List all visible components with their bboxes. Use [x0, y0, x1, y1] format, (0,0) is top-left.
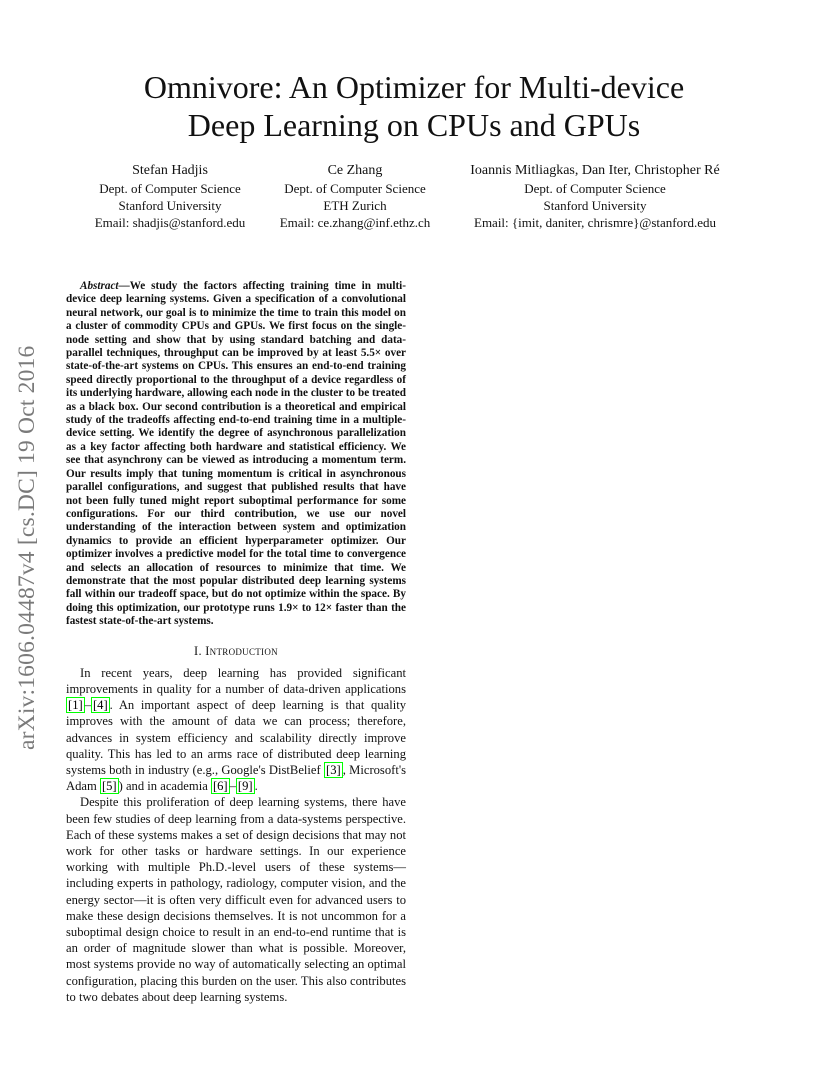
author-dept: Dept. of Computer Science — [284, 181, 426, 196]
abstract-text: —We study the factors affecting training time in multi-device deep learning systems. Given a specification of a convolutional neural network, our goal is to minimize the time to train this model on a cluster of commodity CPUs and GPUs. We first focus on the single-node setting and show that by using standard batching and data-parallel techniques, throughput can be improved by at least 5.5× over state-of-the-art systems on CPUs. This ensures an end-to-end training speed directly proportional to the throughput of a device regardless of its underlying hardware, allowing each node in the cluster to be treated as a black box. Our second contribution is a theoretical and empirical study of the tradeoffs affecting end-to-end training time in a multiple-device setting. We identify the degree of asynchronous parallelization as a key factor affecting both hardware and statistical efficiency. We see that asynchrony can be viewed as introducing a momentum term. Our results imply that tuning momentum is critical in asynchronous parallel configurations, and suggest that published results that have not been fully tuned might report suboptimal performance for some configurations. For our third contribution, we use our novel understanding of the interaction between system and optimization dynamics to provide an efficient hyperparameter optimizer. Our optimizer involves a predictive model for the total time to convergence and selects an allocation of resources to minimize that time. We demonstrate that the most popular distributed deep learning systems fall within our tradeoff space, but do not optimize within the space. By doing this optimization, our prototype runs 1.9× to 12× faster than the fastest state-of-the-art systems. — [66, 280, 406, 628]
author-name: Ioannis Mitliagkas, Dan Iter, Christopher Ré — [470, 163, 720, 178]
author-1 — [75, 162, 265, 231]
author-email: Email: shadjis@stanford.edu — [94, 215, 246, 230]
citation-link[interactable]: [3] — [326, 762, 341, 777]
author-email: Email: {imit, daniter, chrismre}@stanford.edu — [474, 215, 716, 230]
citation-link[interactable]: [6] — [212, 779, 228, 794]
citation-link[interactable]: [4] — [92, 698, 108, 713]
author-dept: Dept. of Computer Science — [99, 181, 241, 196]
author-dept: Dept. of Computer Science — [524, 181, 666, 196]
author-affil: ETH Zurich — [323, 198, 387, 213]
left-column — [66, 280, 406, 1005]
intro-paragraph-1: In recent years, deep learning has provided significant improvements in quality for a number of data-driven applications [1] – [4] . An important aspect of deep learning is that quality improves with the amount of data we can process; therefore, advances in system efficiency and scalability directly improve quality. This has led to an arms race of distributed deep learning systems both in industry (e.g., Google's DistBelief [3] , Microsoft's Adam [5] ) and in academia [6] – [9] . — [66, 665, 406, 794]
author-affil: Stanford University — [118, 198, 222, 213]
citation-link[interactable]: [1] — [68, 698, 83, 713]
paper-title — [0, 68, 828, 144]
title-line-2: Deep Learning on CPUs and GPUs — [187, 107, 641, 143]
section-heading-introduction: I. Introduction — [194, 643, 278, 658]
abstract-label: Abstract — [80, 280, 119, 292]
author-email: Email: ce.zhang@inf.ethz.ch — [279, 215, 431, 230]
arxiv-stamp: arXiv:1606.04487v4 [cs.DC] 19 Oct 2016 — [14, 345, 40, 750]
abstract — [66, 280, 406, 629]
citation-link[interactable]: [5] — [101, 779, 117, 794]
author-2 — [265, 162, 445, 231]
author-name: Ce Zhang — [327, 163, 383, 178]
author-name: Stefan Hadjis — [132, 163, 208, 178]
title-line-1: Omnivore: An Optimizer for Multi-device — [143, 69, 685, 105]
author-3 — [455, 162, 735, 231]
intro-paragraph-2: Despite this proliferation of deep learning systems, there have been few studies of deep learning from a data-systems perspective. Each of these systems makes a set of design decisions that may not work for other tasks or hardware settings. In our experience working with multiple Ph.D.-level users of these systems—including experts in pathology, radiology, computer vision, and the energy sector—it is often very difficult even for advanced users to make these design decisions themselves. It is not uncommon for a suboptimal design choice to result in an end-to-end runtime that is an order of magnitude slower than what is possible. Moreover, most systems provide no way of automatically selecting an optimal configuration, placing this burden on the user. This also contributes to two debates about deep learning systems. — [66, 795, 406, 1004]
citation-link[interactable]: [9] — [237, 779, 253, 794]
author-affil: Stanford University — [543, 198, 647, 213]
